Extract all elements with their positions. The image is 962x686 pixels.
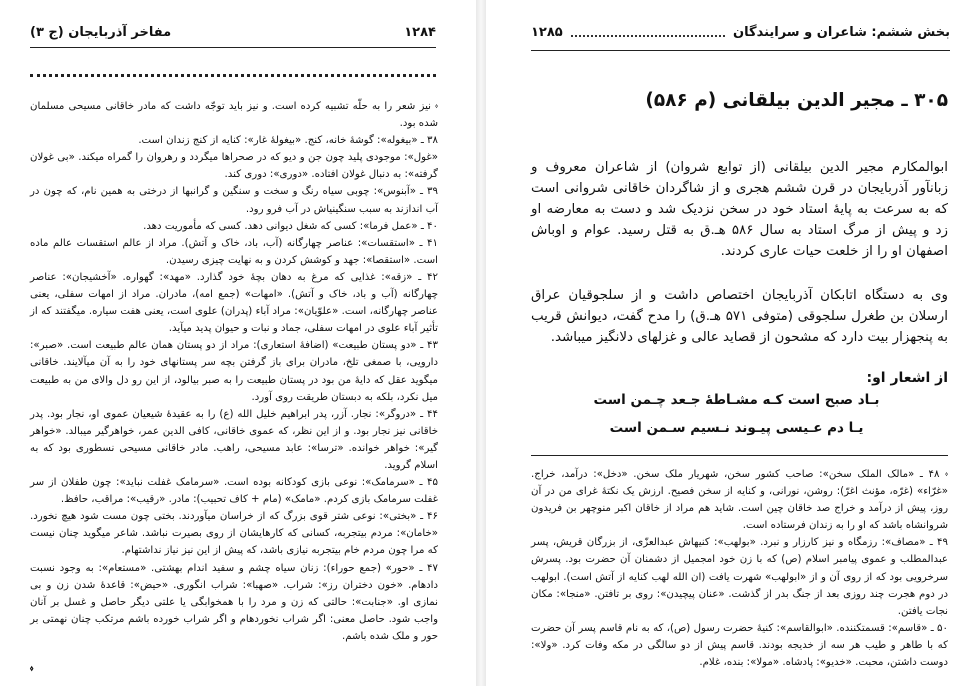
left-footnotes — [30, 98, 438, 645]
book-gutter — [476, 0, 486, 686]
right-footnote-rule — [531, 455, 948, 456]
left-dotted-separator — [30, 74, 436, 77]
footnote-38-b: «غول»: موجودی پلید چون جن و دیو که در صحراها میگردد و رهروان را گمراه میکند. «بی غولان گرفته»: به دنبال غولان افتاده. «دوری»: دوری کند. — [30, 152, 438, 181]
verse-line-1: بـاد صبح است کـه مشـاطهٔ جـعد چـمن است — [593, 392, 880, 408]
left-page-header — [30, 20, 436, 44]
continuation-mark-icon: ⬫ — [30, 661, 34, 675]
footnote-50: ۵۰ ـ «قاسم»: قسمتکننده. «ابوالقاسم»: کنیهٔ حضرت رسول (ص)، که به نام قاسم پسر آن حضرت که با طاهر و طیب هر سه از خدیجه بودند. قاسم پیش از دو سالگی در مکه وفات کرد. «ولا»: دوست داشتن، محبت. «خدیو»: پادشاه. «مولا»: بنده، غلام. — [531, 622, 948, 669]
verse-line-2: یـا دم عـیسی پیـوند نـسیم سـمن است — [609, 420, 864, 436]
poems-subheading: از اشعار او: — [866, 370, 948, 386]
section-title: ۳۰۵ ـ مجیر الدین بیلقانی (م ۵۸۶) — [645, 90, 948, 111]
footnote-44: ۴۴ ـ «دروگر»: نجار. آزر، پدر ابراهیم خلیل الله (ع) را به عقیدهٔ شیعیان عموی او، نجار بود. پدر خاقانی نیز نجار بود. و از این نظر، که عموی خاقانی، کافی الدین عمر، خواهرگیر میبالد. «خواهر گیر»: خواهر خوانده. «ترسا»: عابد مسیحی، راهب. مادر خاقانی مسیحی نسطوری بود که به اسلام گروید. — [30, 408, 438, 471]
footnote-47: ۴۷ ـ «حور» (جمع حوراء): زنان سیاه چشم و سفید اندام بهشتی. «مستعام»: به وجود نسبت دادهام. «خون دختران رز»: شراب. «صهبا»: شراب انگوری. «حیض»: قاعدهٔ شدن زن و بی نمازی او. «جنابت»: حالتی که زن و مرد را با همخوابگی یا علتی دیگر حاصل و غسل بر آنان واجب شود. حاصل معنی: اگر شراب نخوردهام و اگر شراب خورده باشم مرتکب چنان نهمتی بر حور و ملک شده باشم. — [30, 562, 438, 642]
footnote-41: ۴۱ ـ «استقسات»: عناصر چهارگانه (آب، باد، خاک و آتش). مراد از عالم استقسات عالم ماده است. «استقصا»: جهد و کوشش کردن و به نهایت چیزی رسیدن. — [30, 237, 438, 266]
footnote-40: ۴۰ ـ «عمل فرما»: کسی که شغل دیوانی دهد. کسی که مأموریت دهد. — [143, 220, 438, 232]
left-running-title: مفاخر آذربایجان (ج ۳) — [30, 24, 172, 40]
footnote-48: ⬫ ۴۸ ـ «مالک الملک سخن»: صاحب کشور سخن، شهریار ملک سخن. «دخل»: درآمد، خراج. «غرّاء» (غرّه، مؤنث اغرّ): روشن، نورانی، و کنایه از سخن فصیح. ارزش یک نکتهٔ غرای من در آن روز، پیش از درآمد و خراج صد خاقان چین است. شاید هم مراد از خاقان اکبر منوچهر بن فریدون شروانشاه باشد که او را به زندان فرستاده است. — [531, 469, 948, 532]
right-header-rule — [531, 50, 950, 51]
body-paragraph-2: وی به دستگاه اتابکان آذربایجان اختصاص داشت و از سلجوقیان عراق ارسلان بن طغرل سلجوقی (متوفی ۵۷۱ هـ.ق) را مدح گفت، دیوانش قریب به پنجهزار بیت دارد که مشحون از قصاید عالی و غزلهای دلانگیز میباشد. — [531, 288, 948, 346]
left-header-rule — [30, 47, 436, 48]
right-page — [486, 0, 962, 686]
footnote-46: ۴۶ ـ «بختی»: نوعی شتر قوی بزرگ که از خراسان میآوردند. بختی چون مست شود هیچ نخورد. «خامان»: مردم بیتجربه، کسانی که کارهایشان از روی بصیرت نباشد. شاعر میگوید چنان نیست که مرا چون مردم خام بیتجربه نیازی باشد، که پیش از این نیز نیاز نداشتهام. — [30, 511, 438, 557]
header-dot-leader — [571, 27, 725, 37]
right-page-header — [531, 20, 950, 44]
right-footnotes — [531, 466, 948, 671]
left-page-number: ۱۲۸۴ — [404, 24, 436, 40]
footnote-continuation: ⬫ نیز شعر را به حلّه تشبیه کرده است. و نیز باید توجّه داشت که مادر خاقانی مسیحی مسلمان شده بود. — [30, 101, 438, 130]
left-page — [0, 0, 476, 686]
right-page-number: ۱۲۸۵ — [531, 24, 563, 40]
footnote-42: ۴۲ ـ «زقه»: غذایی که مرغ به دهان بچهٔ خود گذارد. «مهد»: گهواره. «آخشیجان»: عناصر چهارگانه (آب و باد، خاک و آتش). «امهات» (جمع امه)، مادران. مراد از امهات سفلی، یعنی عناصر چهارگانه، است. «علوّیان»: مراد آباء (پدران) علوی است، یعنی هفت سیاره. میگفتند که از تأثیر آباء علوی در امهات سفلی، جماد و نبات و حیوان پدید میآید. — [30, 271, 438, 335]
footnote-45: ۴۵ ـ «سرمامک»: نوعی بازی کودکانه بوده است. «سرمامک غفلت نباید»: چون طفلان از سر غفلت سرمامک بازی کردم. «مامک» (مام + کاف تحبیب): مادر. «رقیب»: مراقب، حافظ. — [30, 477, 438, 506]
footnote-39: ۳۹ ـ «آبنوس»: چوبی سیاه رنگ و سخت و سنگین و گرانبها از درختی به همین نام، که چون در آب اندازند به سبب سنگینیاش در آب فرو رود. — [30, 186, 438, 215]
footnote-49: ۴۹ ـ «مصاف»: رزمگاه و نیز کارزار و نبرد. «بولهب»: کنیهاش عبدالعزّی، از بزرگان قریش، پسر عبدالمطلب و عموی پیامبر اسلام (ص) که با زن خود امجمیل از دشمنان آن حضرت بود. پسرش سرخرویی بود که از روی آن و از «ابولهب» شهرت یافت (ان الله لهب کنایه از آتش است). ابولهب در دوم هجرت چند روزی بعد از جنگ بدر از گذشت. «عنان پیچیدن»: روی بر تافتن. «منجا»: مکان نجات یافتن. — [531, 537, 948, 617]
footnote-38-a: ۳۸ ـ «بیغوله»: گوشهٔ خانه، کنج. «بیغولهٔ غار»: کنایه از کنج زندان است. — [138, 135, 438, 147]
footnote-43: ۴۳ ـ «دو پستان طبیعت» (اضافهٔ استعاری): مراد از دو پستان همان عالم طبیعت است. «صبر»: دارویی، با صمغی تلخ، مادران برای باز گرفتن بچه سر پستانهای خود را به آن میآلایند. خاقانی میگوید عقل که دایهٔ من بود در پستان طبیعت را به صبر بیالود، از این رو دل والای من به طبیعت میل نکرد، بلکه به دبستان طریقت روی آورد. — [30, 340, 438, 403]
right-running-title: بخش ششم: شاعران و سرایندگان — [733, 24, 950, 40]
body-paragraph-1: ابوالمکارم مجیر الدین بیلقانی (از توابع شروان) از شاعران معروف و زبانآور آذربایجان در قرن ششم هجری و از شاگردان خاقانی شروانی است که به سرعت به پایهٔ استاد خود در سخن نزدیک شد و دست به معارضه او زد و پیش از مرگ استاد به سال ۵۸۶ هـ.ق به قتل رسید. عوام و اوباش اصفهان او را از خلعت حیات عاری کردند. — [531, 160, 948, 260]
